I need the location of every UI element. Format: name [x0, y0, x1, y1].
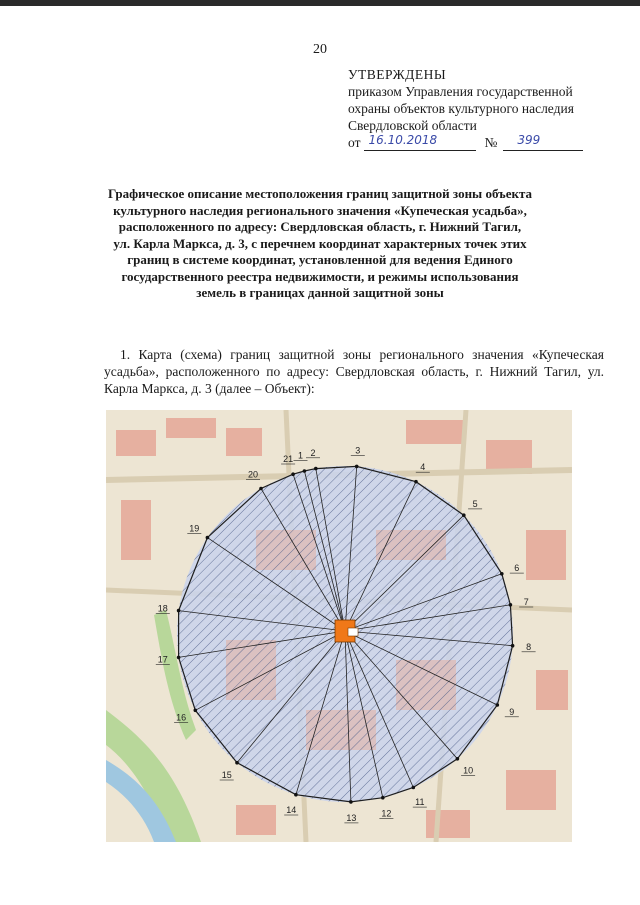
boundary-point: [509, 603, 513, 607]
approval-block: [348, 66, 618, 151]
cultural-heritage-object: [335, 620, 358, 642]
page-number: 20: [313, 42, 327, 57]
building: [526, 530, 566, 580]
building: [226, 428, 262, 456]
boundary-point: [349, 800, 353, 804]
boundary-point: [235, 761, 239, 765]
number-field: [503, 135, 583, 151]
title-line: ул. Карла Маркса, д. 3, с перечнем координат характерных точек этих: [113, 235, 527, 251]
title-line: границ в системе координат, установленной для ведения Единого: [127, 252, 513, 267]
boundary-point: [259, 487, 263, 491]
point-label: 8: [526, 641, 532, 652]
boundary-point: [177, 609, 181, 613]
approval-line: охраны объектов культурного наследия: [348, 101, 574, 116]
approval-date-number: [348, 134, 618, 151]
building: [406, 420, 466, 444]
map-svg: [106, 410, 572, 842]
boundary-point: [381, 796, 385, 800]
date-value: 16.10.2018: [368, 133, 438, 147]
building: [536, 670, 568, 710]
paragraph-text: 1. Карта (схема) границ защитной зоны регионального значения «Купеческая усадьба», расположенного по адресу: Свердловская область, г. Нижний Тагил, ул. Карла Маркса, д. 3 (далее – Объект):: [104, 347, 604, 396]
boundary-point: [291, 472, 295, 476]
building: [506, 770, 556, 810]
boundary-point: [355, 465, 359, 469]
point-label: 2: [310, 447, 316, 458]
point-label: 9: [509, 706, 515, 717]
title-line: расположенного по адресу: Свердловская область, г. Нижний Тагил,: [118, 219, 522, 234]
boundary-point: [511, 644, 515, 648]
point-label: 20: [247, 469, 259, 480]
approval-line: приказом Управления государственной: [348, 84, 573, 99]
approval-line: Свердловской области: [348, 118, 477, 133]
point-label: 16: [176, 712, 187, 723]
point-label: 3: [355, 445, 361, 456]
boundary-point: [314, 467, 318, 471]
boundary-point: [412, 786, 416, 790]
boundary-point: [456, 757, 460, 761]
boundary-point: [177, 656, 181, 660]
point-label: 6: [514, 563, 520, 574]
point-label: 21: [283, 454, 294, 464]
point-label: 17: [157, 654, 168, 665]
point-label: 13: [346, 812, 357, 823]
boundary-point: [194, 709, 198, 713]
boundary-point: [303, 469, 307, 473]
boundary-point: [294, 793, 298, 797]
building: [166, 418, 216, 438]
point-label: 7: [523, 597, 529, 607]
document-title: [85, 186, 555, 302]
building: [236, 805, 276, 835]
date-field: [364, 135, 476, 151]
title-line: Графическое описание местоположения границ защитной зоны объекта: [107, 186, 533, 201]
from-label: от: [348, 135, 361, 150]
point-label: 11: [415, 797, 425, 808]
point-label: 4: [420, 462, 426, 473]
title-line: государственного реестра недвижимости, и режимы использования: [121, 268, 519, 284]
number-value: 399: [517, 133, 541, 147]
point-label: 18: [157, 603, 168, 614]
number-label: №: [484, 135, 498, 150]
scan-top-border: [0, 0, 640, 6]
point-label: 10: [463, 765, 474, 776]
boundary-point: [206, 536, 210, 540]
boundary-point: [414, 480, 418, 484]
point-label: 5: [472, 498, 478, 509]
point-label: 12: [381, 808, 392, 819]
title-line: культурного наследия регионального значения «Купеческая усадьба»,: [113, 202, 527, 218]
building: [121, 500, 151, 560]
point-label: 14: [286, 805, 297, 815]
point-label: 19: [189, 523, 200, 534]
title-line: земель в границах данной защитной зоны: [196, 285, 444, 300]
boundary-point: [500, 572, 504, 576]
boundary-map: [106, 410, 572, 842]
building: [116, 430, 156, 456]
building: [426, 810, 470, 838]
approval-heading: УТВЕРЖДЕНЫ: [348, 67, 447, 82]
point-label: 1: [297, 450, 304, 461]
boundary-point: [462, 513, 466, 517]
section-paragraph: [104, 346, 604, 397]
object-notch: [348, 628, 358, 636]
boundary-point: [496, 703, 500, 707]
point-label: 15: [221, 770, 232, 780]
